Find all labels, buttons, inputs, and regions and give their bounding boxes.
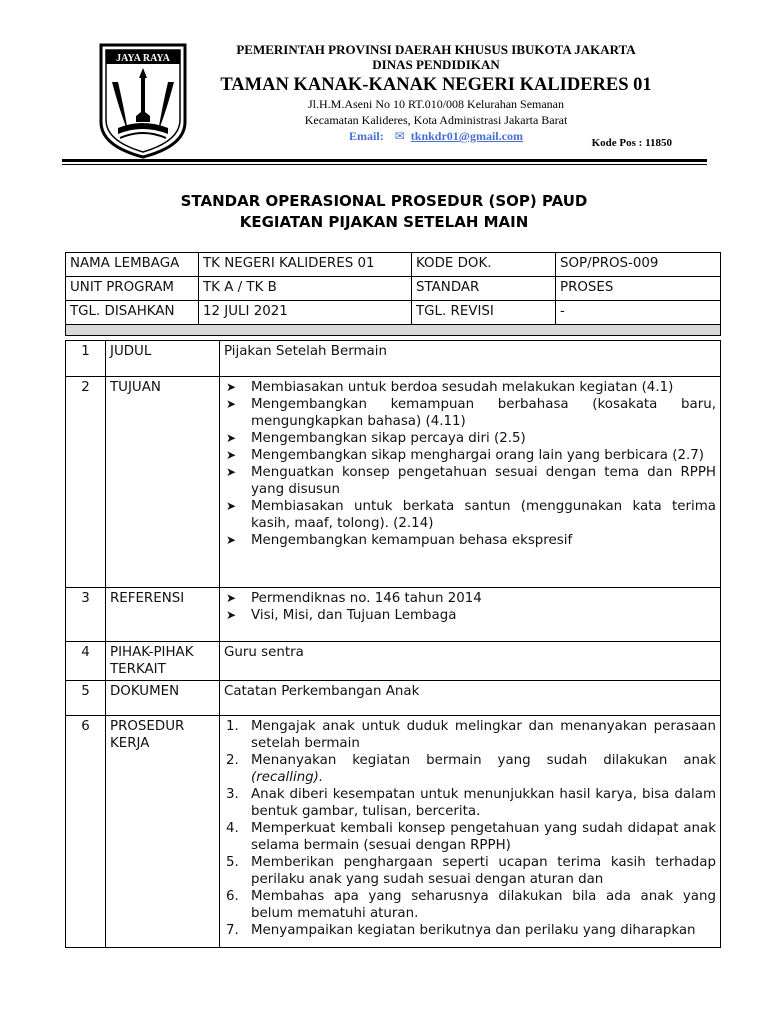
table-row bbox=[66, 301, 721, 325]
prosedur-list bbox=[224, 718, 716, 939]
title-line-2: KEGIATAN PIJAKAN SETELAH MAIN bbox=[239, 213, 529, 231]
list-item: ➤ Mengembangkan kemampuan berbahasa (kosakata baru, mengungkapkan bahasa) (4.11) bbox=[224, 396, 716, 430]
address-line-1: Jl.H.M.Aseni No 10 RT.010/008 Kelurahan Semanan bbox=[307, 97, 565, 111]
row-number: 1 bbox=[66, 341, 106, 377]
letterhead bbox=[180, 42, 692, 144]
step-text: Menanyakan kegiatan bermain yang sudah dilakukan anak bbox=[251, 753, 716, 768]
row-value: Catatan Perkembangan Anak bbox=[220, 681, 721, 716]
list-item: ➤ Menguatkan konsep pengetahuan sesuai dengan tema dan RPPH yang disusun bbox=[224, 464, 716, 498]
step-number: 1. bbox=[226, 719, 239, 734]
row-label: JUDUL bbox=[106, 341, 220, 377]
school-name: TAMAN KANAK-KANAK NEGERI KALIDERES 01 bbox=[220, 75, 652, 95]
step-number: 4. bbox=[226, 821, 239, 836]
list-item: ➤ Mengembangkan kemampuan behasa ekspresif bbox=[224, 532, 716, 549]
meta-value: PROSES bbox=[556, 277, 721, 301]
meta-label: STANDAR bbox=[412, 277, 556, 301]
row-number: 6 bbox=[66, 716, 106, 948]
document-title bbox=[0, 191, 768, 233]
meta-label: TGL. DISAHKAN bbox=[66, 301, 199, 325]
row-value: Guru sentra bbox=[220, 642, 721, 681]
row-label: REFERENSI bbox=[106, 588, 220, 642]
list-item bbox=[224, 820, 716, 854]
document-meta-table bbox=[65, 252, 721, 336]
referensi-list bbox=[224, 590, 716, 624]
table-row bbox=[66, 716, 721, 948]
logo-motto: JAYA RAYA bbox=[116, 53, 170, 64]
list-item bbox=[224, 922, 716, 939]
list-item: ➤ Mengembangkan sikap menghargai orang lain yang berbicara (2.7) bbox=[224, 447, 716, 464]
row-label: TUJUAN bbox=[106, 377, 220, 588]
letterhead-rule-thick bbox=[62, 159, 707, 162]
jakarta-coat-of-arms-logo bbox=[98, 42, 188, 160]
table-row bbox=[66, 588, 721, 642]
table-row bbox=[66, 681, 721, 716]
table-row bbox=[66, 253, 721, 277]
meta-value: - bbox=[556, 301, 721, 325]
row-label: DOKUMEN bbox=[106, 681, 220, 716]
row-number: 4 bbox=[66, 642, 106, 681]
step-text: Memperkuat kembali konsep pengetahuan yang sudah didapat anak selama bermain (sesuai dengan RPPH) bbox=[251, 821, 716, 853]
title-line-1: STANDAR OPERASIONAL PROSEDUR (SOP) PAUD bbox=[180, 192, 588, 210]
row-value bbox=[220, 716, 721, 948]
list-item bbox=[224, 888, 716, 922]
row-number: 2 bbox=[66, 377, 106, 588]
envelope-icon: ✉ bbox=[394, 129, 405, 143]
sop-content-table bbox=[65, 340, 721, 948]
step-text: Membahas apa yang seharusnya dilakukan bila ada anak yang belum mematuhi aturan. bbox=[251, 889, 716, 921]
list-item: ➤ Membiasakan untuk berdoa sesudah melakukan kegiatan (4.1) bbox=[224, 379, 716, 396]
meta-label: TGL. REVISI bbox=[412, 301, 556, 325]
row-label: PROSEDUR KERJA bbox=[106, 716, 220, 948]
step-number: 2. bbox=[226, 753, 239, 768]
address-line-2: Kecamatan Kalideres, Kota Administrasi Jakarta Barat bbox=[304, 113, 568, 127]
government-name: PEMERINTAH PROVINSI DAERAH KHUSUS IBUKOTA JAKARTA bbox=[236, 42, 636, 57]
list-item: ➤ Visi, Misi, dan Tujuan Lembaga bbox=[224, 607, 716, 624]
meta-value: TK NEGERI KALIDERES 01 bbox=[199, 253, 412, 277]
list-item bbox=[224, 786, 716, 820]
table-row bbox=[66, 642, 721, 681]
postal-code: Kode Pos : 11850 bbox=[591, 137, 672, 149]
row-value bbox=[220, 377, 721, 588]
table-row bbox=[66, 277, 721, 301]
row-value: Pijakan Setelah Bermain bbox=[220, 341, 721, 377]
tujuan-list bbox=[224, 379, 716, 549]
shaded-divider-row bbox=[66, 325, 721, 336]
list-item bbox=[224, 752, 716, 786]
step-number: 3. bbox=[226, 787, 239, 802]
letterhead-rule-thin bbox=[62, 164, 707, 165]
step-text: Anak diberi kesempatan untuk menunjukkan hasil karya, bisa dalam bentuk gambar, tulisan, bercerita. bbox=[251, 787, 716, 819]
step-number: 6. bbox=[226, 889, 239, 904]
meta-label: KODE DOK. bbox=[412, 253, 556, 277]
step-text: Mengajak anak untuk duduk melingkar dan menanyakan perasaan setelah bermain bbox=[251, 719, 716, 751]
meta-value: 12 JULI 2021 bbox=[199, 301, 412, 325]
meta-label: UNIT PROGRAM bbox=[66, 277, 199, 301]
department-name: DINAS PENDIDIKAN bbox=[372, 57, 500, 72]
list-item bbox=[224, 854, 716, 888]
step-italic-note: (recalling). bbox=[251, 770, 324, 785]
step-number: 5. bbox=[226, 855, 239, 870]
step-text: Menyampaikan kegiatan berikutnya dan perilaku yang diharapkan bbox=[251, 923, 696, 938]
meta-value: TK A / TK B bbox=[199, 277, 412, 301]
step-text: Memberikan penghargaan seperti ucapan terima kasih terhadap perilaku anak yang sudah sesuai dengan aturan dan bbox=[251, 855, 716, 887]
row-number: 5 bbox=[66, 681, 106, 716]
list-item: ➤ Permendiknas no. 146 tahun 2014 bbox=[224, 590, 716, 607]
email-label: Email: bbox=[349, 129, 384, 143]
meta-label: NAMA LEMBAGA bbox=[66, 253, 199, 277]
table-row bbox=[66, 377, 721, 588]
list-item: ➤ Mengembangkan sikap percaya diri (2.5) bbox=[224, 430, 716, 447]
list-item: ➤ Membiasakan untuk berkata santun (menggunakan kata terima kasih, maaf, tolong). (2.14) bbox=[224, 498, 716, 532]
row-label: PIHAK-PIHAK TERKAIT bbox=[106, 642, 220, 681]
row-number: 3 bbox=[66, 588, 106, 642]
table-row bbox=[66, 341, 721, 377]
row-value bbox=[220, 588, 721, 642]
email-link[interactable]: tknkdr01@gmail.com bbox=[410, 129, 523, 143]
list-item bbox=[224, 718, 716, 752]
meta-value: SOP/PROS-009 bbox=[556, 253, 721, 277]
step-number: 7. bbox=[226, 923, 239, 938]
